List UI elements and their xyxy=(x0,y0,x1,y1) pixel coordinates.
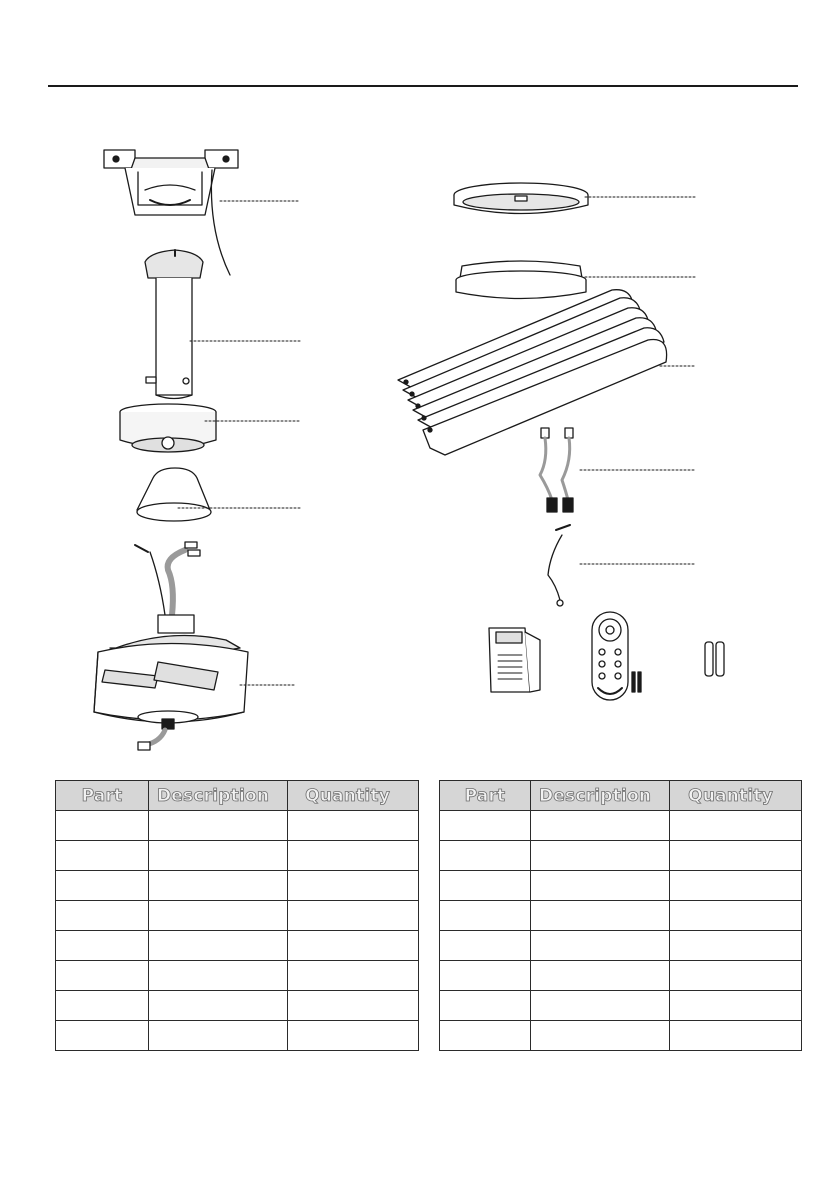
table-row xyxy=(56,901,419,931)
blades-icon xyxy=(398,290,667,455)
table-row xyxy=(56,1021,419,1051)
header-part: Part xyxy=(56,781,149,811)
parts-table-right xyxy=(439,780,802,1051)
table-row xyxy=(440,901,802,931)
table-row xyxy=(440,961,802,991)
table-header-row xyxy=(440,781,802,811)
table-row xyxy=(56,931,419,961)
table-row xyxy=(56,871,419,901)
motor-housing-icon xyxy=(94,542,248,750)
header-quantity: Quantity xyxy=(670,781,802,811)
batteries-icon xyxy=(705,642,724,676)
wire-harness-icon xyxy=(540,428,573,512)
downrod-icon xyxy=(145,250,203,399)
header-description: Description xyxy=(531,781,670,811)
table-row xyxy=(440,811,802,841)
parts-table-left xyxy=(55,780,419,1051)
table-row xyxy=(56,961,419,991)
light-kit-icon xyxy=(456,261,586,299)
table-row xyxy=(440,841,802,871)
header-description: Description xyxy=(149,781,288,811)
table-row xyxy=(56,841,419,871)
table-header-row xyxy=(56,781,419,811)
table-row xyxy=(440,1021,802,1051)
table-row xyxy=(56,811,419,841)
remote-control-icon xyxy=(592,612,641,700)
header-quantity: Quantity xyxy=(288,781,419,811)
canopy-icon xyxy=(120,404,216,452)
table-row xyxy=(440,991,802,1021)
safety-cable-icon xyxy=(548,525,570,606)
receiver-icon xyxy=(489,628,540,692)
table-row xyxy=(56,991,419,1021)
table-row xyxy=(440,931,802,961)
table-row xyxy=(440,871,802,901)
coupling-cover-icon xyxy=(137,468,211,521)
light-cover-icon xyxy=(454,183,588,214)
header-part: Part xyxy=(440,781,531,811)
